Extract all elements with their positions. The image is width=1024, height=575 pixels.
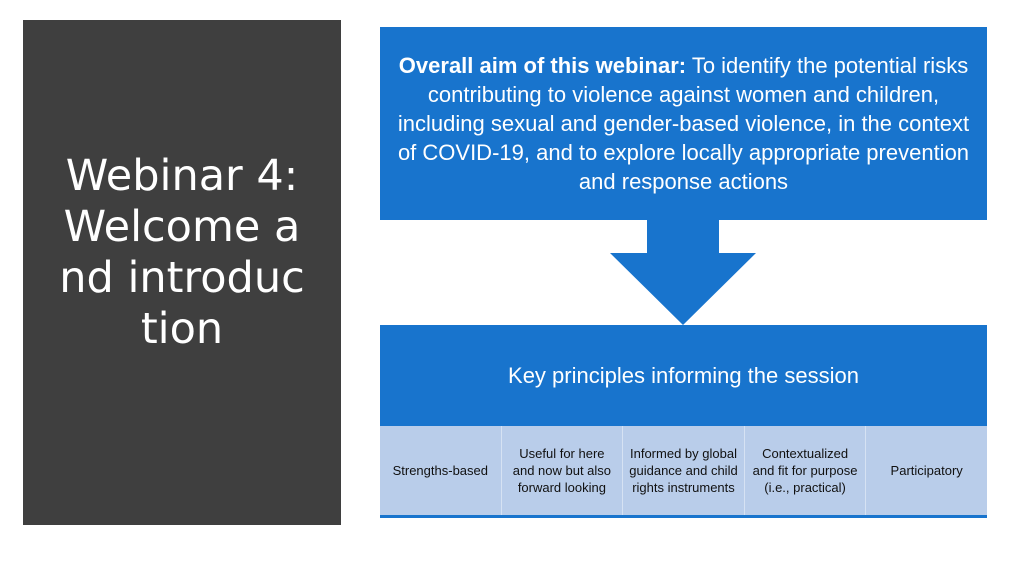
title-panel bbox=[23, 20, 341, 525]
down-arrow-icon bbox=[608, 219, 758, 327]
bottom-divider bbox=[380, 515, 987, 518]
principle-item: Useful for here and now but also forward looking bbox=[502, 426, 624, 515]
principles-heading: Key principles informing the session bbox=[508, 362, 859, 388]
principle-item: Strengths-based bbox=[380, 426, 502, 515]
principle-item: Participatory bbox=[866, 426, 987, 515]
principle-item: Contextualized and fit for purpose (i.e., practical) bbox=[745, 426, 867, 515]
aim-box bbox=[380, 27, 987, 220]
principles-row bbox=[380, 426, 987, 515]
aim-label: Overall aim of this webinar: bbox=[398, 53, 687, 78]
slide-title: Webinar 4: Welcome and introduction bbox=[59, 150, 305, 354]
principle-item: Informed by global guidance and child rights instruments bbox=[623, 426, 745, 515]
aim-text: To identify the potential risks contributing to violence against women and children, including sexual and gender-based violence, in the context of COVID-19, and to explore locally appropriate prevention and response actions bbox=[397, 53, 970, 194]
principles-box bbox=[380, 325, 987, 518]
